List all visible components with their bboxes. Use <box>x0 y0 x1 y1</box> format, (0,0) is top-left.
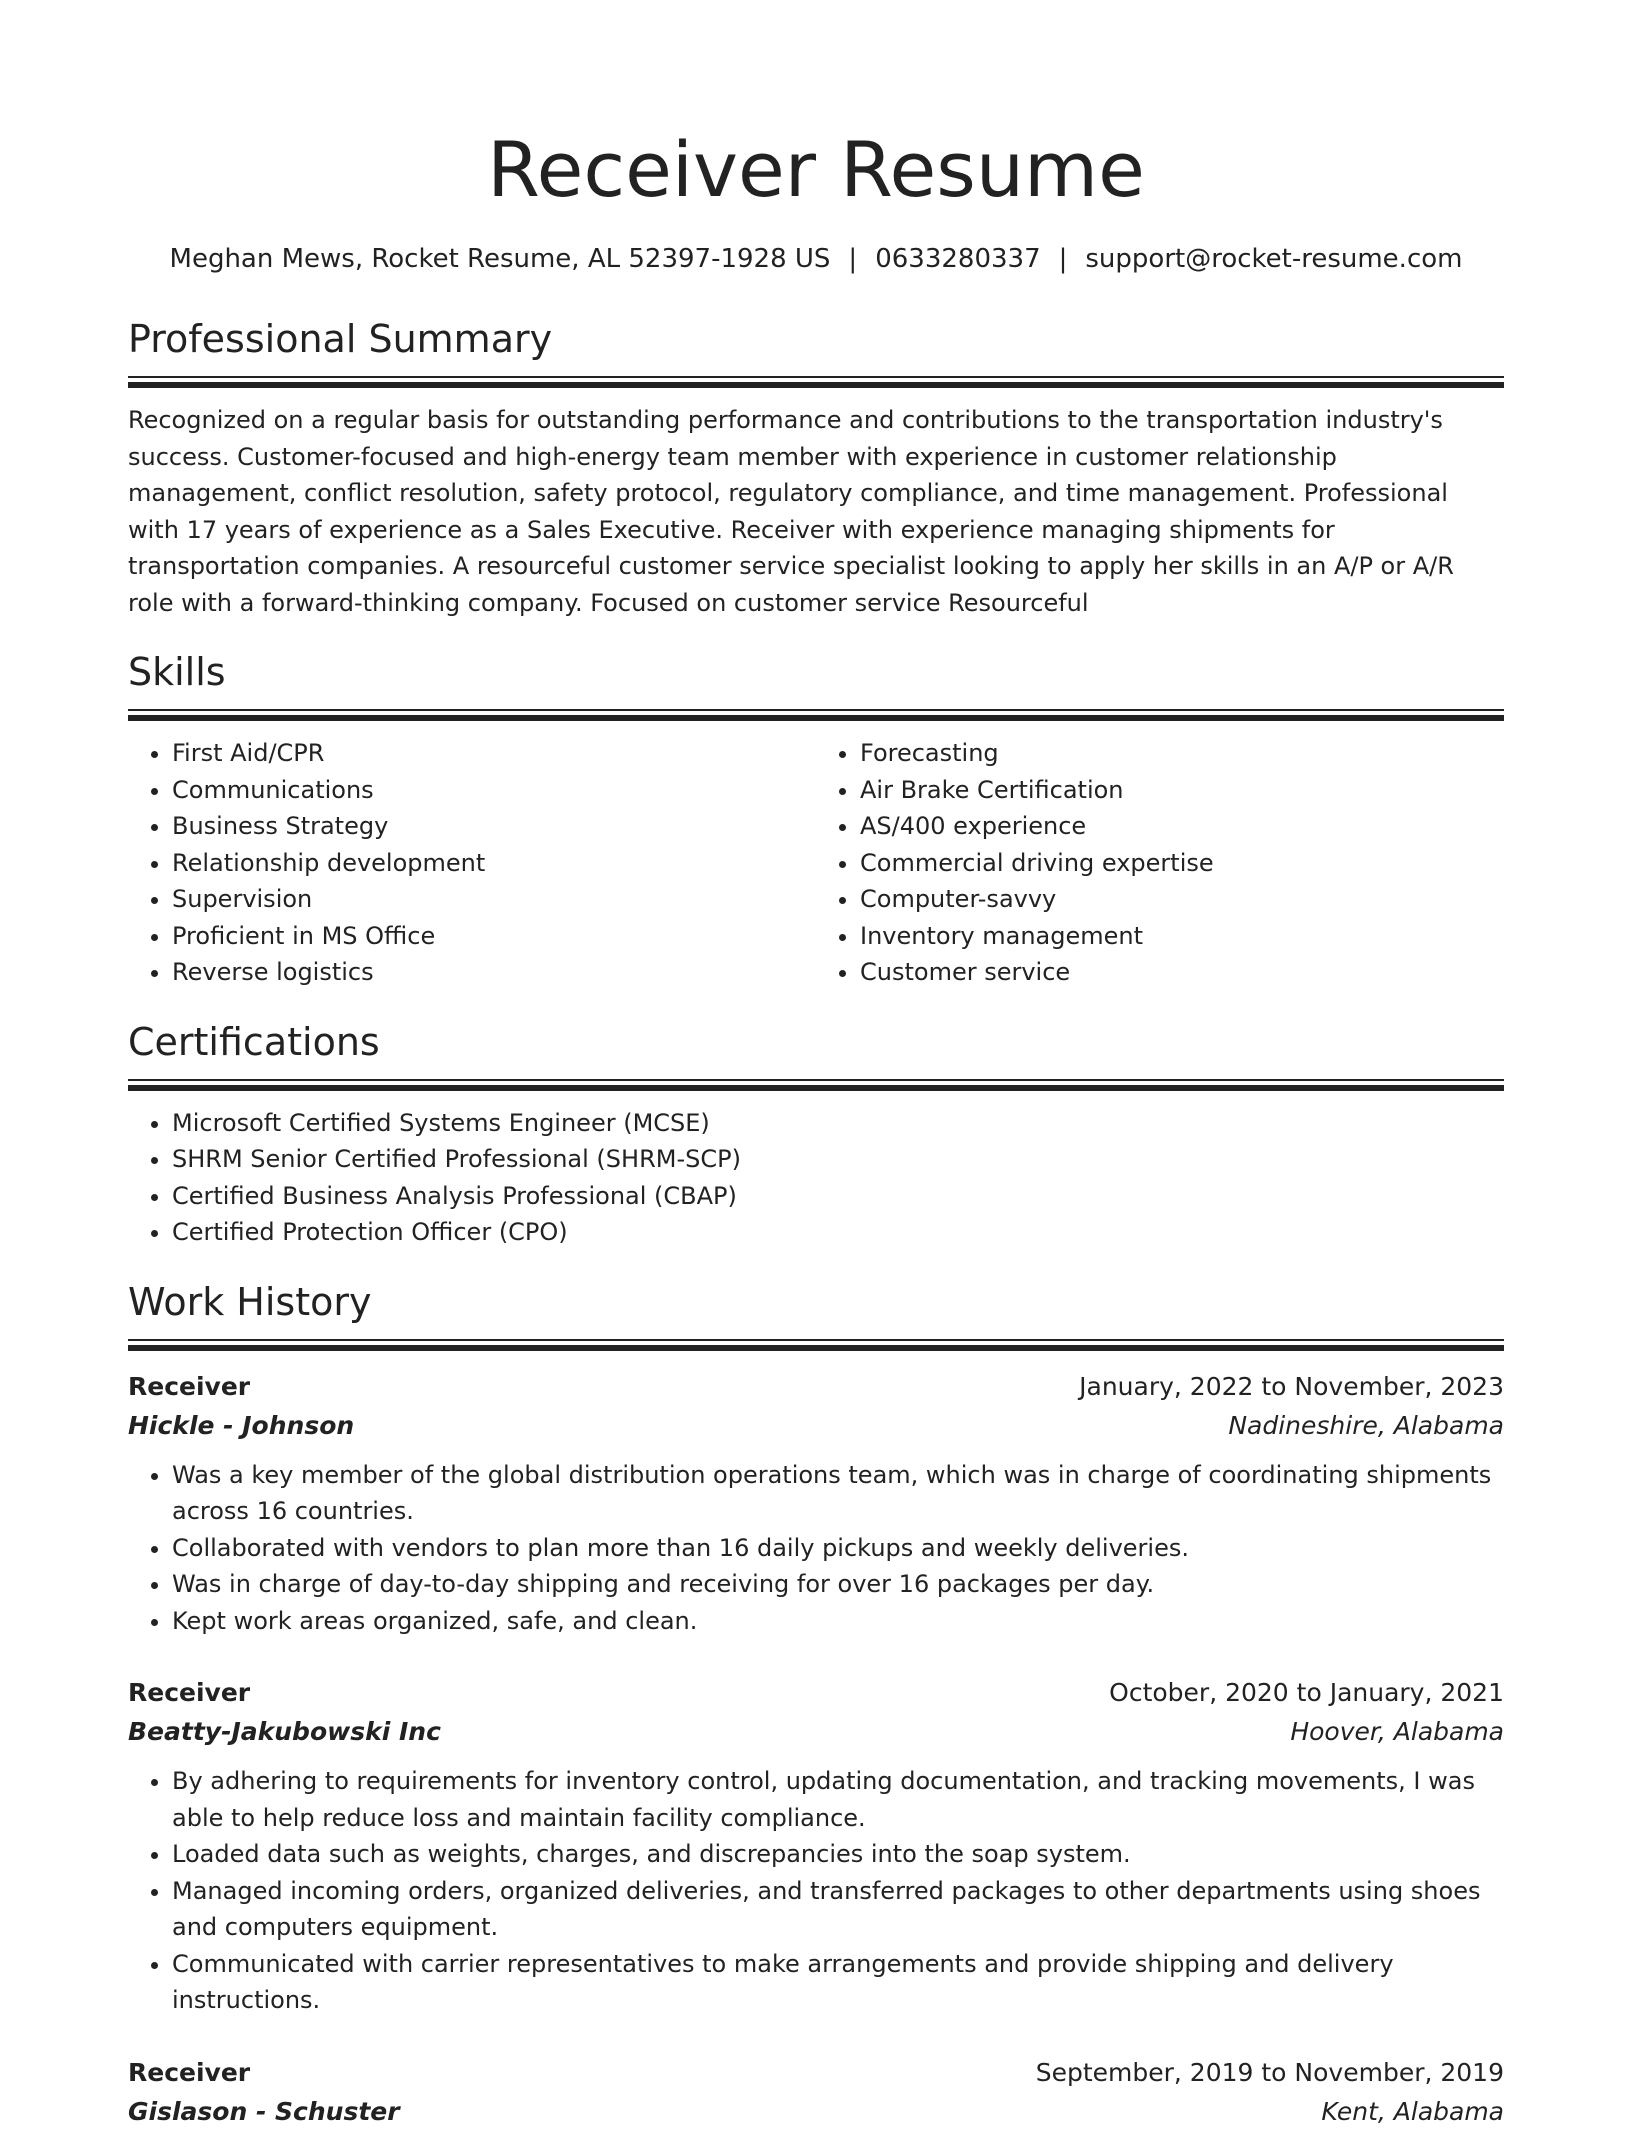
job-company: Hickle - Johnson <box>128 1410 355 1440</box>
skills-grid <box>128 721 1504 991</box>
contact-separator: | <box>848 244 858 274</box>
skills-list-left <box>128 735 816 991</box>
list-item: • Communications <box>172 772 816 809</box>
section-divider <box>128 1339 1504 1351</box>
job-location: Nadineshire, Alabama <box>1228 1410 1504 1440</box>
list-item: • Commercial driving expertise <box>860 845 1504 882</box>
contact-phone: 0633280337 <box>875 244 1041 274</box>
section-heading: Certifications <box>128 1019 380 1064</box>
list-item: • SHRM Senior Certified Professional (SHRM-SCP) <box>172 1141 1504 1178</box>
job-location: Hoover, Alabama <box>1290 1717 1504 1746</box>
job-dates: January, 2022 to November, 2023 <box>1079 1371 1504 1401</box>
contact-separator: | <box>1058 244 1068 274</box>
section-professional-summary <box>128 314 1504 621</box>
list-item: • Customer service <box>860 954 1504 991</box>
list-item: • Communicated with carrier representatives to make arrangements and provide shipping and delivery instructions. <box>172 1946 1504 2019</box>
section-divider <box>128 376 1504 388</box>
list-item: • AS/400 experience <box>860 808 1504 845</box>
list-item: • Kept work areas organized, safe, and clean. <box>172 1603 1504 1640</box>
certifications-list <box>128 1105 1504 1251</box>
contact-email: support@rocket-resume.com <box>1085 244 1463 274</box>
job-subheader <box>128 1406 1504 1445</box>
list-item: • Computer-savvy <box>860 881 1504 918</box>
list-item: • Business Strategy <box>172 808 816 845</box>
job-dates: September, 2019 to November, 2019 <box>1035 2057 1504 2087</box>
job-subheader <box>128 1712 1504 1751</box>
job-bullets <box>128 1457 1504 1640</box>
list-item: • Certified Business Analysis Professional (CBAP) <box>172 1178 1504 1215</box>
section-heading: Skills <box>128 650 226 694</box>
list-item: • Air Brake Certification <box>860 772 1504 809</box>
list-item: • Relationship development <box>172 845 816 882</box>
section-divider <box>128 1079 1504 1091</box>
list-item: • First Aid/CPR <box>172 735 816 772</box>
job-location: Kent, Alabama <box>1321 2096 1504 2126</box>
section-heading: Work History <box>128 1279 372 1324</box>
job-company: Gislason - Schuster <box>128 2096 400 2126</box>
list-item: • Certified Protection Officer (CPO) <box>172 1214 1504 1251</box>
job-header <box>128 1673 1504 1712</box>
section-divider <box>128 709 1504 721</box>
job-title: Receiver <box>128 1678 251 1707</box>
job-bullets <box>128 1763 1504 2019</box>
job-subheader <box>128 2092 1504 2131</box>
contact-address: Meghan Mews, Rocket Resume, AL 52397-1928 US <box>169 244 831 274</box>
list-item: • Was in charge of day-to-day shipping and receiving for over 16 packages per day. <box>172 1566 1504 1603</box>
list-item: • By adhering to requirements for inventory control, updating documentation, and tracking movements, I was able to help reduce loss and maintain facility compliance. <box>172 1763 1504 1836</box>
list-item: • Was a key member of the global distribution operations team, which was in charge of coordinating shipments across 16 countries. <box>172 1457 1504 1530</box>
list-item: • Managed incoming orders, organized deliveries, and transferred packages to other departments using shoes and computers equipment. <box>172 1873 1504 1946</box>
job-title: Receiver <box>128 1371 251 1401</box>
job-header <box>128 2053 1504 2092</box>
job-entry <box>128 1367 1504 1640</box>
job-company: Beatty-Jakubowski Inc <box>128 1717 441 1746</box>
skills-list-right <box>816 735 1504 991</box>
page-title: Receiver Resume <box>487 125 1145 214</box>
list-item: • Microsoft Certified Systems Engineer (MCSE) <box>172 1105 1504 1142</box>
list-item: • Reverse logistics <box>172 954 816 991</box>
list-item: • Proficient in MS Office <box>172 918 816 955</box>
list-item: • Forecasting <box>860 735 1504 772</box>
list-item: • Collaborated with vendors to plan more than 16 daily pickups and weekly deliveries. <box>172 1530 1504 1567</box>
job-header <box>128 1367 1504 1406</box>
section-skills <box>128 647 1504 991</box>
summary-text: Recognized on a regular basis for outstanding performance and contributions to the transportation industry's success. Customer-focused and high-energy team member with experience in customer relationship management, conflict resolution, safety protocol, regulatory compliance, and time management. Professional with 17 years of experience as a Sales Executive. Receiver with experience managing shipments for transportation companies. A resourceful customer service specialist looking to apply her skills in an A/P or A/R role with a forward-thinking company. Focused on customer service Resourceful <box>128 406 1454 617</box>
section-heading: Professional Summary <box>128 317 553 361</box>
list-item: • Loaded data such as weights, charges, and discrepancies into the soap system. <box>172 1836 1504 1873</box>
contact-line <box>128 242 1504 276</box>
list-item: • Supervision <box>172 881 816 918</box>
job-dates: October, 2020 to January, 2021 <box>1109 1678 1504 1707</box>
job-entry <box>128 1673 1504 2019</box>
section-certifications <box>128 1017 1504 1251</box>
job-entry <box>128 2053 1504 2131</box>
list-item: • Inventory management <box>860 918 1504 955</box>
section-work-history <box>128 1277 1504 2131</box>
job-title: Receiver <box>128 2057 251 2087</box>
